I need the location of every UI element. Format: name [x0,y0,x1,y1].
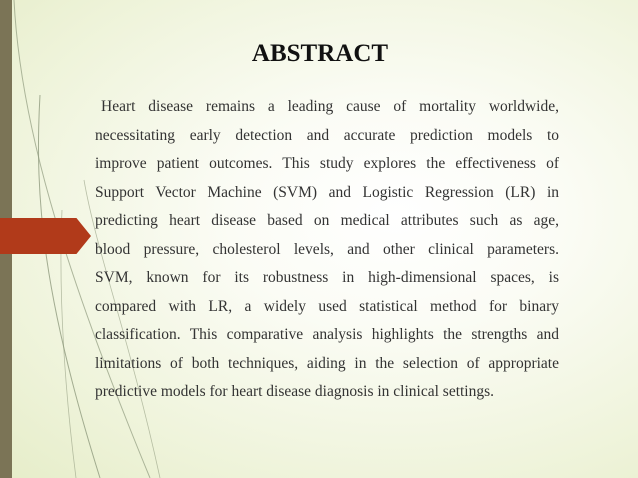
abstract-line: improve patient outcomes. This study explores the effectiveness of [95,155,559,172]
abstract-line: classification. This comparative analysis highlights the strengths and [95,326,559,343]
slide-title: ABSTRACT [251,40,389,67]
abstract-paragraph [95,93,559,407]
abstract-line: necessitating early detection and accurate prediction models to [95,126,559,144]
abstract-line: blood pressure, cholesterol levels, and other clinical parameters. [95,240,559,258]
abstract-line: Support Vector Machine (SVM) and Logistic Regression (LR) in [95,183,559,201]
abstract-line: compared with LR, a widely used statistical method for binary [95,297,559,315]
accent-arrow-tab [0,218,91,254]
abstract-line: limitations of both techniques, aiding in the selection of appropriate [95,354,559,372]
abstract-line: Heart disease remains a leading cause of mortality worldwide, [101,98,559,115]
abstract-line: predicting heart disease based on medical attributes such as age, [95,212,559,229]
abstract-line: predictive models for heart disease diagnosis in clinical settings. [95,383,495,400]
abstract-line: SVM, known for its robustness in high-dimensional spaces, is [95,269,559,286]
